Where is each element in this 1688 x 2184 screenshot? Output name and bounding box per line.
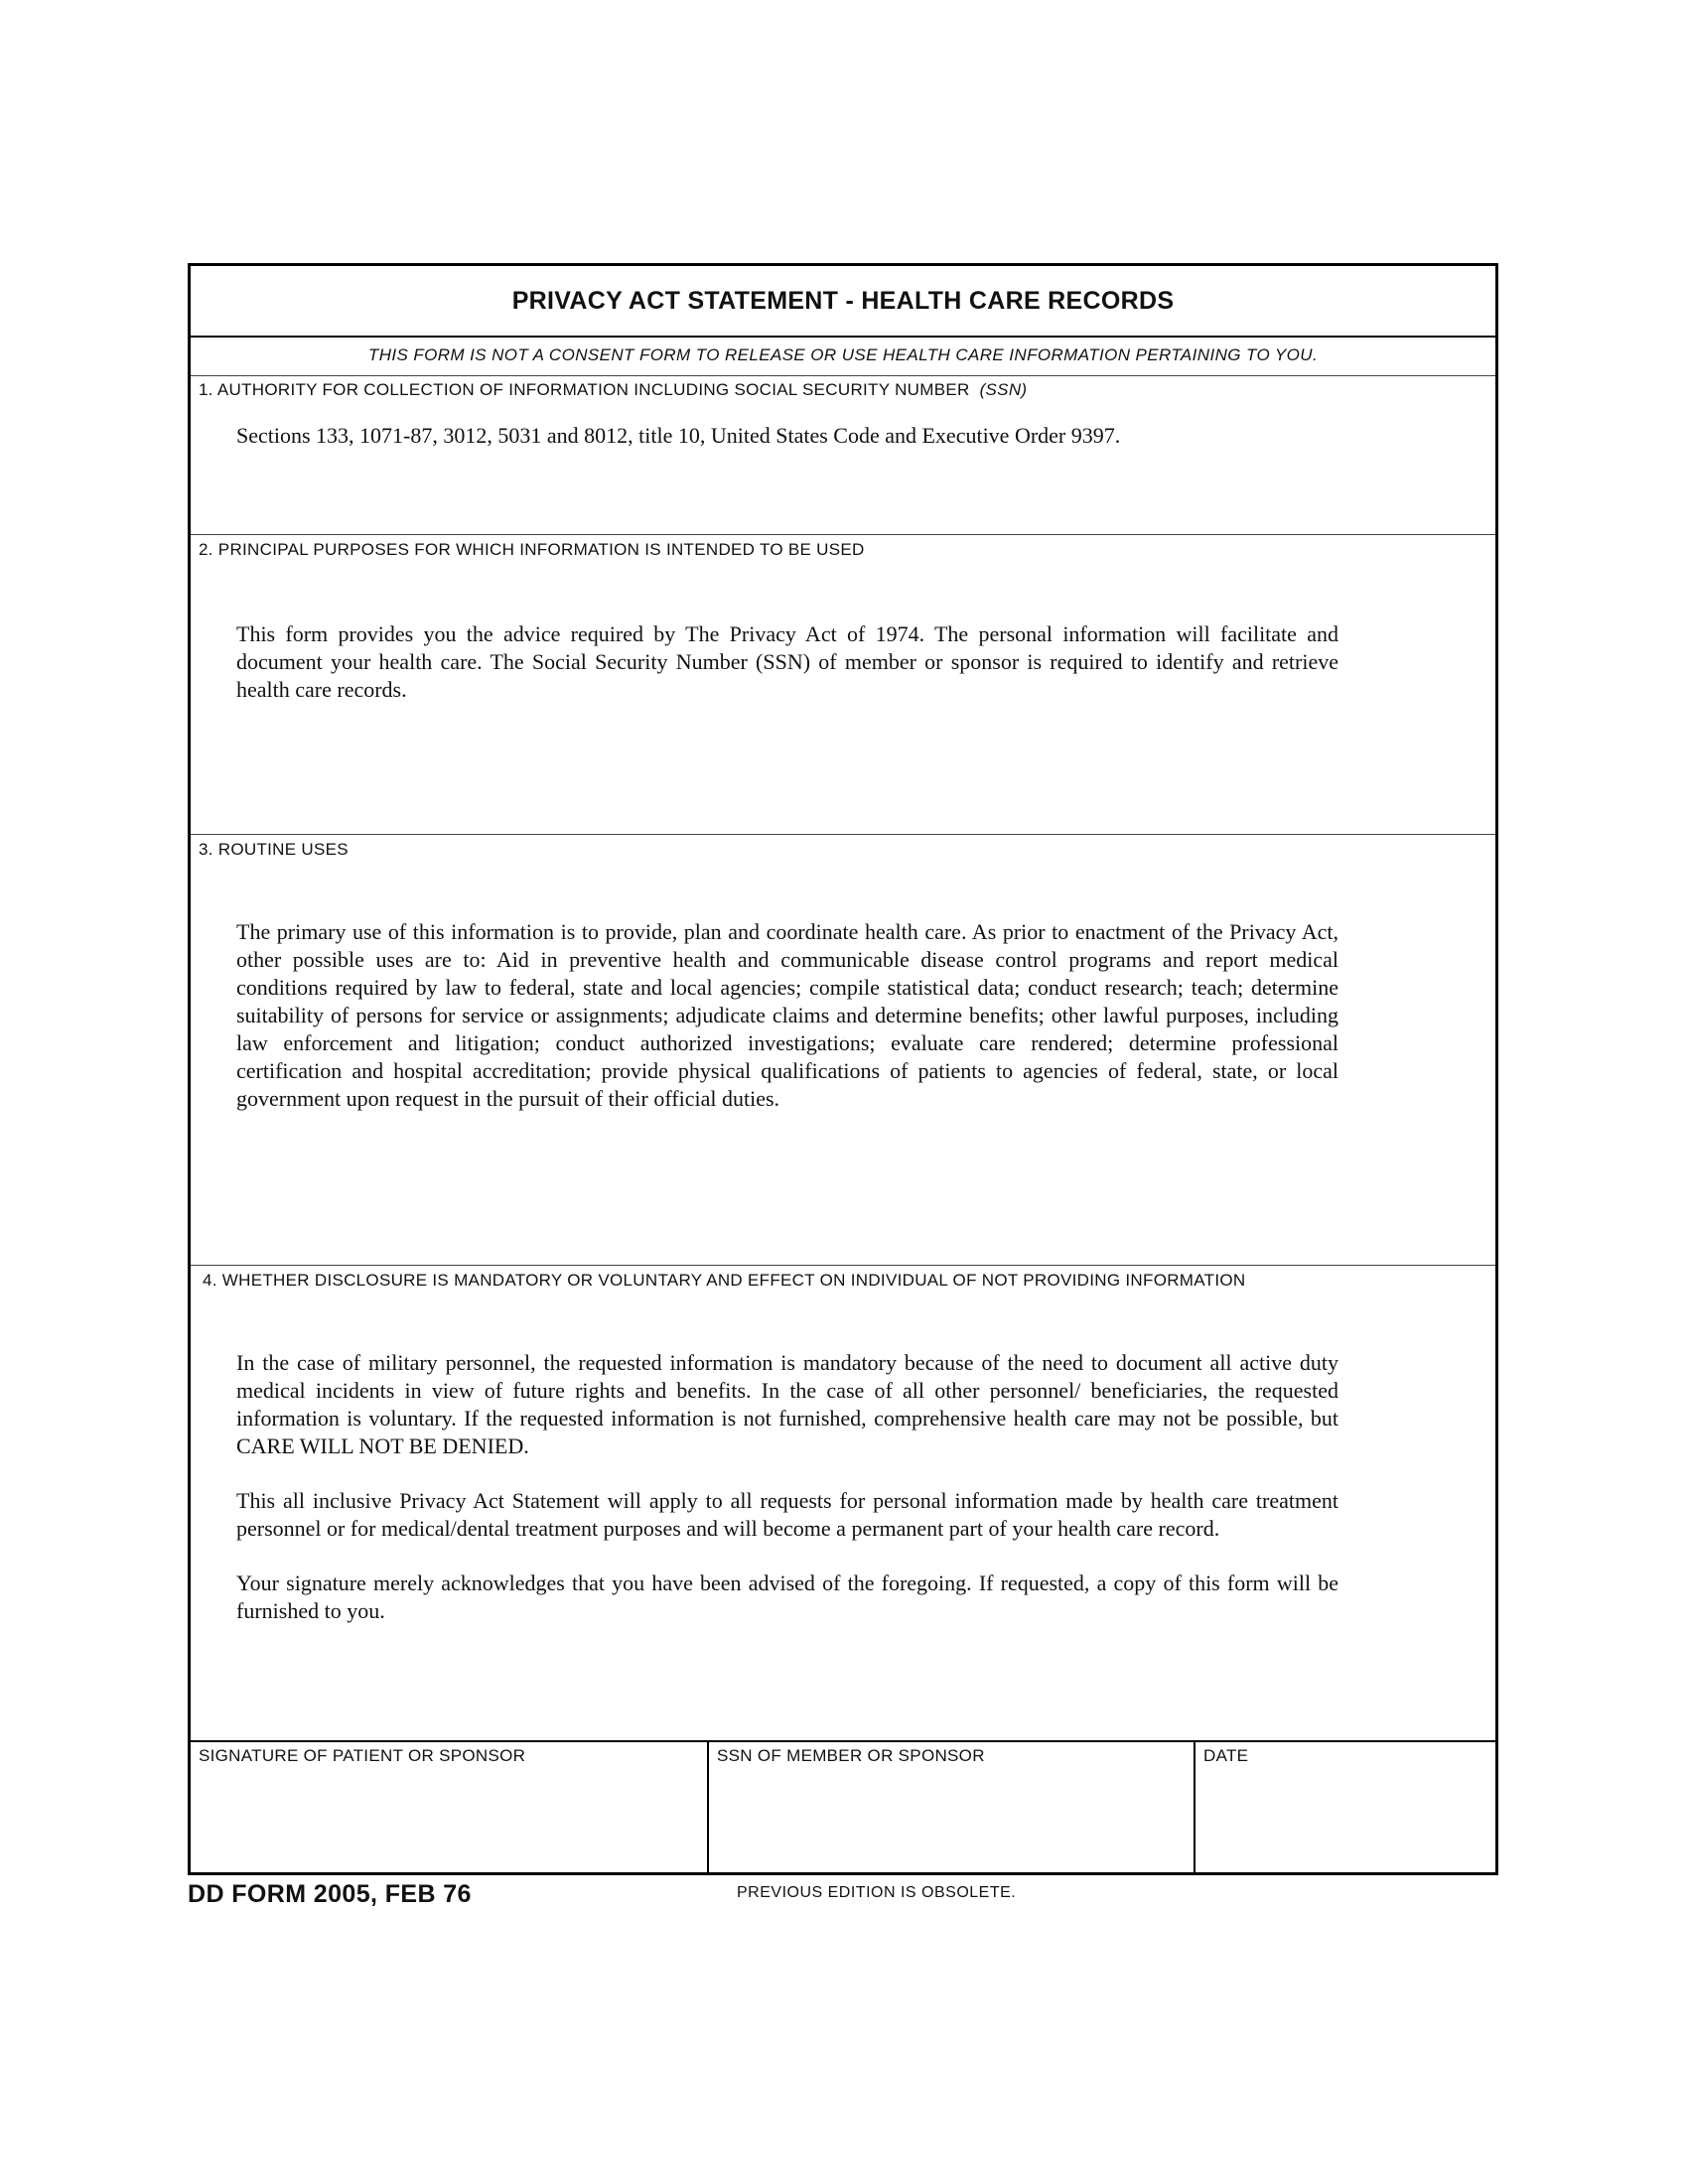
- date-label: DATE: [1203, 1746, 1249, 1765]
- signature-label: SIGNATURE OF PATIENT OR SPONSOR: [199, 1746, 526, 1765]
- paragraph: This form provides you the advice required by The Privacy Act of 1974. The personal information will facilitate and document your health care. The Social Security Number (SSN) of member or sponsor is required to identify and retrieve health care records.: [236, 621, 1338, 702]
- section-principal-purposes-label: 2. PRINCIPAL PURPOSES FOR WHICH INFORMATION IS INTENDED TO BE USED: [199, 540, 865, 559]
- paragraph: In the case of military personnel, the requested information is mandatory because of the need to document all active duty medical incidents in view of future rights and benefits. In the case of all other personnel/ beneficiaries, the requested information is voluntary. If the requested information is not furnished, comprehensive health care may not be possible, but CARE WILL NOT BE DENIED.: [236, 1350, 1338, 1458]
- form-title: PRIVACY ACT STATEMENT - HEALTH CARE RECORDS: [191, 266, 1495, 338]
- section-authority-label: 1. AUTHORITY FOR COLLECTION OF INFORMATION INCLUDING SOCIAL SECURITY NUMBER (SSN): [199, 380, 1028, 399]
- ssn-field[interactable]: [707, 1742, 1194, 1872]
- section-authority-body: [236, 422, 1338, 477]
- privacy-act-form: [188, 263, 1498, 1875]
- section-routine-uses-label: 3. ROUTINE USES: [199, 840, 349, 859]
- section-principal-purposes-body: [236, 620, 1338, 731]
- signature-row: [191, 1740, 1495, 1872]
- section-routine-uses-body: [236, 918, 1338, 1140]
- section-disclosure-body: [236, 1349, 1338, 1652]
- section-disclosure-label: 4. WHETHER DISCLOSURE IS MANDATORY OR VOLUNTARY AND EFFECT ON INDIVIDUAL OF NOT PROVIDING INFORMATION: [203, 1271, 1246, 1290]
- section-disclosure: [191, 1266, 1495, 1737]
- section-routine-uses: [191, 835, 1495, 1266]
- form-number: DD FORM 2005, FEB 76: [188, 1880, 472, 1908]
- signature-field[interactable]: [191, 1742, 707, 1872]
- paragraph: The primary use of this information is to provide, plan and coordinate health care. As prior to enactment of the Privacy Act, other possible uses are to: Aid in preventive health and communicable disease control programs and report medical conditions required by law to federal, state and local agencies; compile statistical data; conduct research; teach; determine suitability of persons for service or assignments; adjudicate claims and determine benefits; other lawful purposes, including law enforcement and litigation; conduct authorized investigations; evaluate care rendered; determine professional certification and hospital accreditation; provide physical qualifications of patients to agencies of federal, state, or local government upon request in the pursuit of their official duties.: [236, 919, 1338, 1111]
- date-field[interactable]: [1194, 1742, 1495, 1872]
- paragraph: Your signature merely acknowledges that you have been advised of the foregoing. If requested, a copy of this form will be furnished to you.: [236, 1570, 1338, 1623]
- consent-notice: THIS FORM IS NOT A CONSENT FORM TO RELEASE OR USE HEALTH CARE INFORMATION PERTAINING TO YOU.: [191, 336, 1495, 376]
- paragraph: Sections 133, 1071-87, 3012, 5031 and 8012, title 10, United States Code and Executive Order 9397.: [236, 423, 1121, 448]
- section-principal-purposes: [191, 535, 1495, 835]
- edition-note: PREVIOUS EDITION IS OBSOLETE.: [737, 1884, 1017, 1901]
- paragraph: This all inclusive Privacy Act Statement will apply to all requests for personal information made by health care treatment personnel or for medical/dental treatment purposes and will become a permanent part of your health care record.: [236, 1488, 1338, 1541]
- ssn-abbrev: (SSN): [979, 380, 1028, 399]
- ssn-label: SSN OF MEMBER OR SPONSOR: [717, 1746, 985, 1765]
- section-authority: [191, 375, 1495, 535]
